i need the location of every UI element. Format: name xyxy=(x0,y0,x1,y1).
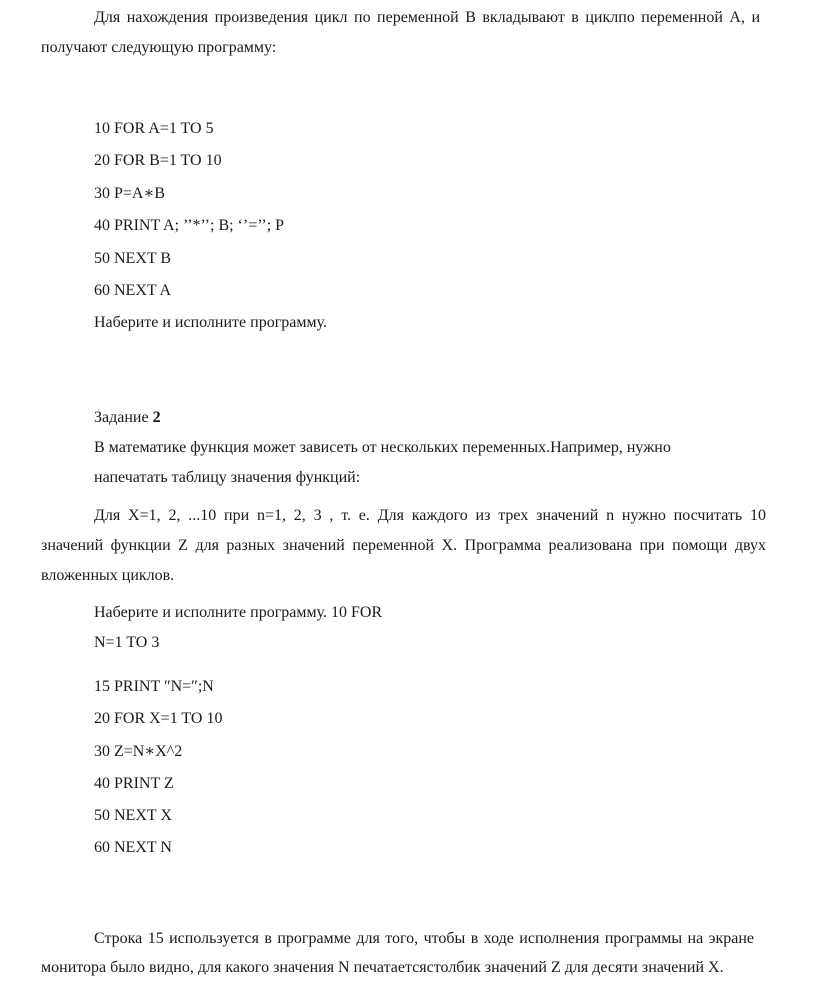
task-2-instruction-line-2: N=1 TO 3 xyxy=(94,634,160,651)
closing-line-2: монитора было видно, для какого значения N печатаетсястолбик значений Z для десяти значений X. xyxy=(41,959,724,976)
code2-line-50: 50 NEXT X xyxy=(94,807,172,824)
task-2-instruction-line-1: Наберите и исполните программу. 10 FOR xyxy=(94,604,383,621)
code-line-40: 40 PRINT A; ’’*’’; B; ‘’=’’; P xyxy=(94,217,285,234)
code-line-50: 50 NEXT B xyxy=(94,250,172,267)
code-line-20: 20 FOR B=1 TO 10 xyxy=(94,152,222,169)
code2-line-60: 60 NEXT N xyxy=(94,839,172,856)
code-line-30: 30 P=A∗B xyxy=(94,185,166,202)
code2-line-15: 15 PRINT ″N=″;N xyxy=(94,678,214,695)
task-2-paragraph-line-2: значений функции Z для разных значений переменной X. Программа реализована при помощи двух xyxy=(41,537,766,554)
task-2-paragraph-line-1: Для X=1, 2, ...10 при n=1, 2, 3 , т. е. Для каждого из трех значений n нужно посчитать 10 xyxy=(94,507,766,524)
task-2-line-1: В математике функция может зависеть от нескольких переменных.Например, нужно xyxy=(94,439,671,456)
instruction-1: Наберите и исполните программу. xyxy=(94,314,327,331)
code2-line-20: 20 FOR X=1 TO 10 xyxy=(94,710,223,727)
code-line-60: 60 NEXT A xyxy=(94,282,172,299)
task-2-title-number: 2 xyxy=(152,409,161,426)
task-2-line-2: напечатать таблицу значения функций: xyxy=(94,469,361,486)
task-2-title-word: Задание xyxy=(94,409,149,426)
closing-line-1: Строка 15 используется в программе для того, чтобы в ходе исполнения программы на экране xyxy=(94,930,754,947)
intro-line-2: получают следующую программу: xyxy=(41,39,277,56)
code2-line-40: 40 PRINT Z xyxy=(94,775,174,792)
code2-line-30: 30 Z=N∗X^2 xyxy=(94,743,183,760)
code-line-10: 10 FOR A=1 TO 5 xyxy=(94,120,214,137)
task-2-paragraph-line-3: вложенных циклов. xyxy=(41,567,175,584)
intro-line-1: Для нахождения произведения цикл по переменной B вкладывают в циклпо переменной A, и xyxy=(94,9,760,26)
task-2-heading xyxy=(94,408,161,428)
